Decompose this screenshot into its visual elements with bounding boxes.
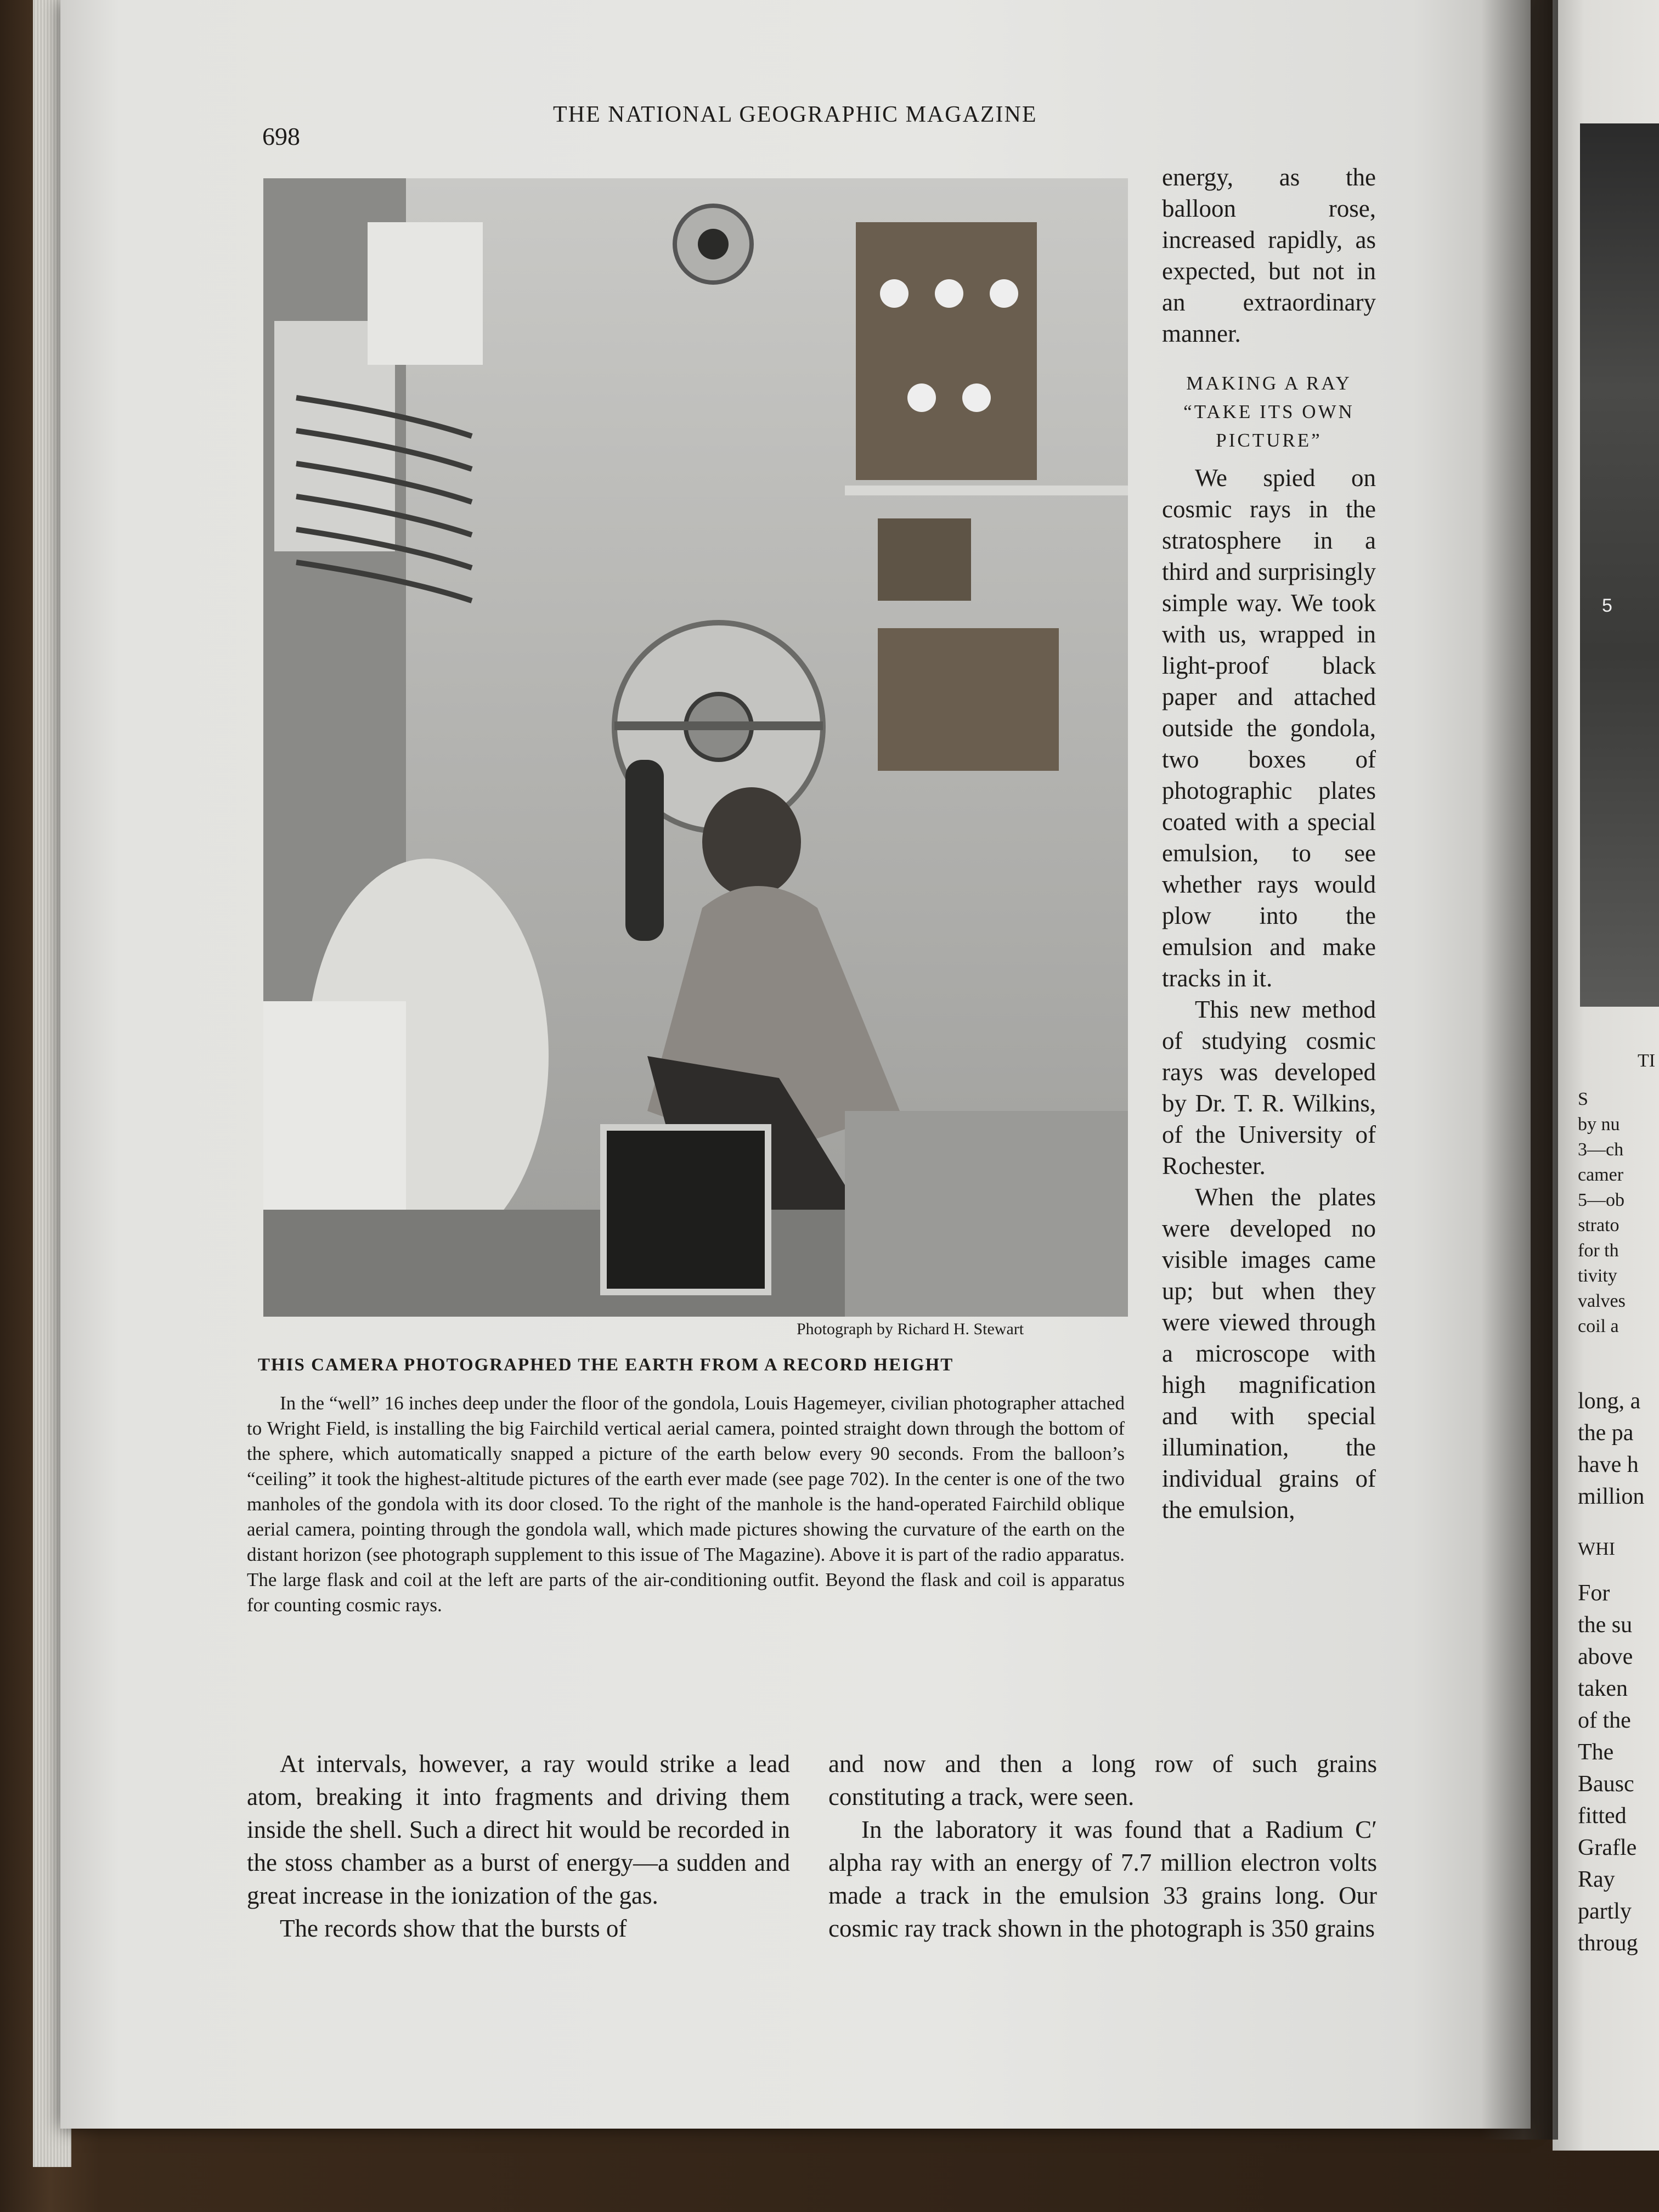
caption-body: In the “well” 16 inches deep under the floor of the gondola, Louis Hagemeyer, civilian photographer attached to Wright Field, is installing the big Fairchild vertical aerial camera, pointed straight down through the bottom of the sphere, which automatically snapped a picture of the earth below every 90 seconds. From the balloon’s “ceiling” it took the highest-altitude pictures of the earth ever made (see page 702). In the center is one of the two manholes of the gondola with its door closed. To the right of the manhole is the hand-operated Fairchild oblique aerial camera, pointing through the gondola wall, which made pictures showing the curvature of the earth on the distant horizon (see photograph supplement to this issue of The Magazine). Above it is part of the radio apparatus. The large flask and coil at the left are parts of the air-conditioning outfit. Beyond the flask and coil is apparatus for counting cosmic rays. [247,1392,1125,1616]
text_lines2-line: The [1578,1740,1614,1765]
text_lines2-line: the su [1578,1612,1633,1638]
gondola-photograph [263,178,1128,1317]
caption_lines-line: 3—ch [1578,1139,1624,1160]
gas-cylinder [625,760,664,941]
text_lines-line: have h [1578,1452,1639,1477]
facing-caption-head: TI [1638,1051,1656,1071]
subhead-line-2: “TAKE ITS OWN PICTURE” [1183,401,1355,451]
text_lines2-line: of the [1578,1708,1631,1733]
caption-title: THIS CAMERA PHOTOGRAPHED THE EARTH FROM A RECORD HEIGHT [258,1355,954,1375]
caption_lines-line: by nu [1578,1114,1620,1135]
text_lines2-line: above [1578,1644,1633,1669]
page-number: 698 [262,122,300,150]
text_lines2-line: throug [1578,1931,1638,1956]
radio-apparatus [856,222,1037,480]
bottom-mid-paragraph-2: In the laboratory it was found that a Radium C′ alpha ray with an energy of 7.7 million electron volts made a track in the emulsion 33 grains long. Our cosmic ray track shown in the photograph is 350 grains [828,1816,1377,1942]
right-paragraph-1: energy, as the balloon rose, increased rapidly, as expected, but not in an extraordinary manner. [1162,163,1376,347]
right-paragraph-3: This new method of studying cosmic rays was developed by Dr. T. R. Wilkins, of the University of Rochester. [1162,996,1376,1180]
caption_lines-line: strato [1578,1215,1620,1235]
caption_lines-line: camer [1578,1165,1624,1185]
aerial-camera [603,1127,768,1292]
facing-subhead: WHI [1578,1539,1615,1559]
man-head [702,787,801,897]
caption_lines-line: valves [1578,1291,1626,1311]
text_lines2-line: Ray [1578,1867,1615,1892]
text_lines-line: long, a [1578,1389,1641,1414]
bottom-mid-paragraph-1: and now and then a long row of such grains constituting a track, were seen. [828,1750,1377,1810]
photo-credit: Photograph by Richard H. Stewart [797,1320,1024,1338]
caption_lines-line: coil a [1578,1316,1619,1336]
facing-page-photo [1580,123,1659,1007]
caption_lines-line: S [1578,1089,1588,1109]
caption_lines-line: for th [1578,1240,1619,1261]
text_lines2-line: Grafle [1578,1835,1637,1860]
page-gutter [1481,0,1558,2140]
photo-illustration [263,178,1128,1317]
text_lines2-line: partly [1578,1899,1632,1924]
caption_lines-line: tivity [1578,1266,1617,1286]
text_lines2-line: Bausc [1578,1771,1634,1797]
right-paragraph-2: We spied on cosmic rays in the stratosphere in a third and surprisingly simple way. We took with us, wrapped in light-proof black paper and attached outside the gondola, two boxes of photographic plates coated with a special emulsion, to see whether rays would plow into the emulsion and make tracks in it. [1162,464,1376,992]
caption_lines-line: 5—ob [1578,1190,1624,1210]
text_lines2-line: fitted [1578,1803,1627,1829]
running-header: THE NATIONAL GEOGRAPHIC MAGAZINE [553,102,1037,127]
subhead-line-1: MAKING A RAY [1186,373,1352,394]
right-paragraph-4: When the plates were developed no visible images came up; but when they were viewed through a microscope with high magnification and with special illumination, the individual grains of the emulsion, [1162,1183,1376,1523]
bottom-left-column [247,1747,790,1945]
bottom-left-paragraph-2: The records show that the bursts of [280,1915,627,1942]
text_lines2-line: taken [1578,1676,1628,1701]
bottom-mid-column [828,1747,1377,1945]
right-column [1162,162,1376,1526]
text_lines-line: million [1578,1484,1645,1509]
text_lines-line: the pa [1578,1420,1634,1446]
section-subhead [1162,369,1376,455]
facing-photo-label: 5 [1602,595,1612,616]
bottom-left-paragraph-1: At intervals, however, a ray would strike a lead atom, breaking it into fragments and driving them inside the shell. Such a direct hit would be recorded in the stoss chamber as a burst of energy—a sudden and great increase in the ionization of the gas. [247,1750,790,1909]
text_lines2-line: For [1578,1581,1610,1606]
